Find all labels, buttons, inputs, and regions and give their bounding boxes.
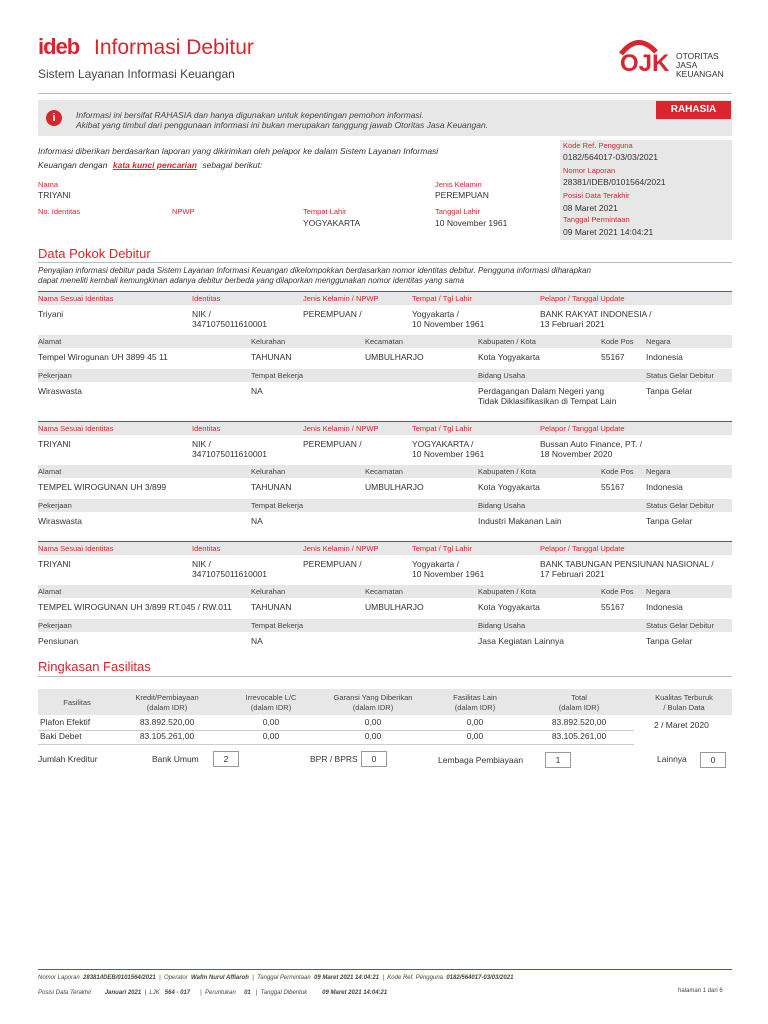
record-label-kel: Kelurahan [251,337,286,346]
record-label-gelar: Status Gelar Debitur [646,621,714,630]
page-subtitle: Sistem Layanan Informasi Keuangan [38,67,235,81]
record-pelapor: BANK RAKYAT INDONESIA / [540,309,652,319]
jumlah-kreditur-label: Jumlah Kreditur [38,754,98,764]
kualitas-terburuk: 2 / Maret 2020 [654,720,709,730]
record-gelar: Tanpa Gelar [646,386,693,396]
record-pelapor: Bussan Auto Finance, PT. / [540,439,643,449]
record-label-bidang: Bidang Usaha [478,371,526,380]
record-gelar: Tanpa Gelar [646,636,693,646]
record-label-jk: Jenis Kelamin / NPWP [303,424,379,433]
record-label-kec: Kecamatan [365,587,403,596]
record-tgl-lahir: 10 November 1961 [412,569,485,579]
record-alamat: TEMPEL WIROGUNAN UH 3/899 [38,482,167,492]
query-tgl-label: Tanggal Lahir [435,207,481,216]
fasilitas-cell: 83.105.261,00 [139,731,195,741]
record-tempat-lahir: Yogyakarta / [412,559,459,569]
record-label-kec: Kecamatan [365,467,403,476]
record-tgl-lahir: 10 November 1961 [412,449,485,459]
fasilitas-cell: 0,00 [364,717,382,727]
lembaga-label: Lembaga Pembiayaan [438,755,524,765]
record-label-jk: Jenis Kelamin / NPWP [303,294,379,303]
record-label-bidang: Bidang Usaha [478,501,526,510]
record-label-id: Identitas [192,294,221,303]
record-pos: 55167 [601,352,625,362]
ojk-line-3: KEUANGAN [676,69,724,79]
record-label-kerja: Pekerjaan [38,501,72,510]
record-alamat: TEMPEL WIROGUNAN UH 3/899 RT.045 / RW.011 [38,602,232,612]
page-number: halaman 1 dari 6 [678,988,723,994]
fasilitas-header-1: Kredit/Pembiayaan [135,693,199,702]
record-pos: 55167 [601,482,625,492]
record-update: 18 November 2020 [540,449,613,459]
fasilitas-header-3: Garansi Yang Diberikan [333,693,413,702]
record-label-tempat: Tempat Bekerja [251,621,304,630]
record-id-number: 3471075011610001 [192,449,268,459]
fasilitas-header-2: Irrevocable L/C [245,693,297,702]
record-kab: Kota Yogyakarta [478,602,540,612]
record-label-kab: Kabupaten / Kota [478,467,536,476]
record-label-kab: Kabupaten / Kota [478,337,536,346]
meta-tgl: 09 Maret 2021 14:04:21 [563,227,654,237]
record-label-ttl: Tempat / Tgl Lahir [412,424,472,433]
query-tempat-label: Tempat Lahir [303,207,347,216]
fasilitas-row-line [38,744,634,745]
notice-line-2: Akibat yang timbul dari penggunaan informasi ini bukan merupakan tanggung jawab Otoritas Jasa Keuangan. [76,120,489,130]
record-id-header [38,422,732,435]
fasilitas-cell: 0,00 [262,717,280,727]
record-pekerjaan: Wiraswasta [38,516,82,526]
ojk-logo [616,36,736,82]
meta-posisi-label: Posisi Data Terakhir [563,191,630,200]
ojk-line-2: JASA [676,60,698,70]
record-label-gelar: Status Gelar Debitur [646,371,714,380]
record-neg: Indonesia [646,602,683,612]
record-nama: TRIYANI [38,559,71,569]
record-pelapor: BANK TABUNGAN PENSIUNAN NASIONAL / [540,559,714,569]
query-npwp-label: NPWP [172,207,195,216]
record-work-header [38,499,732,512]
fasilitas-header-6: Kualitas Terburuk [655,693,713,702]
lembaga-count: 1 [545,752,571,768]
record-label-tempat: Tempat Bekerja [251,501,304,510]
fasilitas-cell: Plafon Efektif [40,717,91,727]
record-label-kab: Kabupaten / Kota [478,587,536,596]
fasilitas-cell: 83.892.520,00 [139,717,195,727]
ojk-line-1: OTORITAS [676,51,719,61]
record-label-jk: Jenis Kelamin / NPWP [303,544,379,553]
record-label-kel: Kelurahan [251,587,286,596]
record-label-alamat: Alamat [38,467,62,476]
record-gelar: Tanpa Gelar [646,516,693,526]
fasilitas-cell: 83.105.261,00 [551,731,607,741]
meta-nomor-label: Nomor Laporan [563,166,616,175]
footer-divider [38,969,732,970]
query-tempat: YOGYAKARTA [303,218,361,228]
record-pos: 55167 [601,602,625,612]
record-update: 13 Februari 2021 [540,319,605,329]
record-label-neg: Negara [646,587,671,596]
record-label-pos: Kode Pos [601,467,634,476]
meta-kode-label: Kode Ref. Pengguna [563,141,633,150]
record-label-pelapor: Pelapor / Tanggal Update [540,294,625,303]
record-id-type: NIK / [192,309,211,319]
section-title-fasilitas: Ringkasan Fasilitas [38,659,151,674]
record-bidang-usaha: Industri Makanan Lain [478,516,562,526]
record-tempat-bekerja: NA [251,386,263,396]
record-bidang-usaha-2: Tidak Diklasifikasikan di Tempat Lain [478,396,617,406]
record-tempat-bekerja: NA [251,636,263,646]
bpr-label: BPR / BPRS [310,754,358,764]
record-work-header [38,619,732,632]
pokok-desc-1: Penyajian informasi debitur pada Sistem Layanan Informasi Keuangan dikelompokkan berdasarkan nomor identitas debitur. Pengguna informasi diharapkan [38,266,591,275]
record-tempat-lahir: YOGYAKARTA / [412,439,474,449]
record-pekerjaan: Wiraswasta [38,386,82,396]
intro-line-2: Keuangan dengan kata kunci pencarian sebagai berikut: [38,160,263,170]
record-label-nama: Nama Sesuai Identitas [38,544,114,553]
footer-row-1: Nomor Laporan 28381/IDEB/0101564/2021 | Operator Wafin Nurul Affiaroh | Tanggal Permintaan 09 Maret 2021 14:04:21 | Kode Ref. Pengguna 0182/564017-03/03/2021 [38,975,514,981]
record-label-id: Identitas [192,544,221,553]
record-kec: UMBULHARJO [365,352,424,362]
record-neg: Indonesia [646,482,683,492]
intro-line-1: Informasi diberikan berdasarkan laporan yang dikirimkan oleh pelapor ke dalam Sistem Layanan Informasi [38,146,439,156]
record-nama: Triyani [38,309,64,319]
fasilitas-cell: 0,00 [466,731,484,741]
record-label-pelapor: Pelapor / Tanggal Update [540,424,625,433]
lainnya-label: Lainnya [657,754,687,764]
pokok-title-divider [38,262,732,263]
record-id-header [38,542,732,555]
section-title-pokok: Data Pokok Debitur [38,246,151,261]
record-bidang-usaha: Perdagangan Dalam Negeri yang [478,386,605,396]
record-kel: TAHUNAN [251,352,292,362]
query-nama: TRIYANI [38,190,71,200]
meta-kode: 0182/564017-03/03/2021 [563,152,659,162]
record-label-alamat: Alamat [38,337,62,346]
bank-umum-label: Bank Umum [152,754,199,764]
record-label-bidang: Bidang Usaha [478,621,526,630]
record-label-pos: Kode Pos [601,587,634,596]
keyword-link[interactable]: kata kunci pencarian [112,160,197,170]
record-bidang-usaha: Jasa Kegiatan Lainnya [478,636,565,646]
record-jk: PEREMPUAN / [303,559,362,569]
record-kab: Kota Yogyakarta [478,482,540,492]
notice-line-1: Informasi ini bersifat RAHASIA dan hanya digunakan untuk kepentingan pemohon informasi. [76,110,424,120]
record-label-alamat: Alamat [38,587,62,596]
record-label-nama: Nama Sesuai Identitas [38,294,114,303]
meta-nomor: 28381/IDEB/0101564/2021 [563,177,666,187]
bpr-count: 0 [361,751,387,767]
record-label-kec: Kecamatan [365,337,403,346]
record-label-kerja: Pekerjaan [38,371,72,380]
fasilitas-header-sub-5: (dalam IDR) [558,703,600,712]
rahasia-badge: RAHASIA [656,101,731,119]
record-tgl-lahir: 10 November 1961 [412,319,485,329]
record-label-pos: Kode Pos [601,337,634,346]
record-id-number: 3471075011610001 [192,569,268,579]
record-work-header [38,369,732,382]
fasilitas-header-5: Total [571,693,587,702]
footer-row-2: Posisi Data Terakhir Januari 2021 | LJK 564 - 017 | Peruntukan 01 | Tanggal Dibentuk 09 Maret 2021 14:04:21 [38,990,388,996]
record-id-type: NIK / [192,559,211,569]
record-id-number: 3471075011610001 [192,319,268,329]
record-alamat: Tempel Wirogunan UH 3899 45 11 [38,352,168,362]
record-label-tempat: Tempat Bekerja [251,371,304,380]
record-label-neg: Negara [646,337,671,346]
record-label-neg: Negara [646,467,671,476]
fasilitas-header-sub-4: (dalam IDR) [454,703,496,712]
fasilitas-header-4: Fasilitas Lain [453,693,497,702]
record-kel: TAHUNAN [251,482,292,492]
record-kec: UMBULHARJO [365,602,424,612]
record-id-type: NIK / [192,439,211,449]
record-label-pelapor: Pelapor / Tanggal Update [540,544,625,553]
ideb-logo: ideb [38,34,80,59]
lainnya-count: 0 [700,752,726,768]
record-tempat-bekerja: NA [251,516,263,526]
query-tgl: 10 November 1961 [435,218,508,228]
fasilitas-header-0: Fasilitas [63,698,91,707]
query-jk-label: Jenis Kelamin [435,180,482,189]
record-nama: TRIYANI [38,439,71,449]
query-jk: PEREMPUAN [435,190,489,200]
header-divider [38,93,732,94]
fasilitas-header-sub-3: (dalam IDR) [352,703,394,712]
fasilitas-cell: 0,00 [466,717,484,727]
page-title: Informasi Debitur [94,36,254,59]
info-icon: i [46,110,62,126]
record-update: 17 Februari 2021 [540,569,605,579]
record-label-nama: Nama Sesuai Identitas [38,424,114,433]
record-jk: PEREMPUAN / [303,439,362,449]
record-jk: PEREMPUAN / [303,309,362,319]
pokok-desc-2: dapat meneliti kembali kemungkinan adanya debitur berbeda yang dilaporkan menggunakan nomor identitas yang sama [38,276,465,285]
query-noid-label: No. Identitas [38,207,81,216]
fasilitas-cell: 0,00 [364,731,382,741]
record-label-id: Identitas [192,424,221,433]
fasilitas-title-divider [38,676,732,677]
record-label-kerja: Pekerjaan [38,621,72,630]
record-neg: Indonesia [646,352,683,362]
fasilitas-cell: 0,00 [262,731,280,741]
record-kel: TAHUNAN [251,602,292,612]
meta-tgl-label: Tanggal Permintaan [563,215,630,224]
fasilitas-header-sub-2: (dalam IDR) [250,703,292,712]
fasilitas-cell: 83.892.520,00 [551,717,607,727]
fasilitas-header-sub-6: / Bulan Data [663,703,705,712]
fasilitas-header-sub-1: (dalam IDR) [146,703,188,712]
record-pekerjaan: Pensiunan [38,636,79,646]
fasilitas-cell: Baki Debet [40,731,82,741]
record-label-ttl: Tempat / Tgl Lahir [412,544,472,553]
record-label-gelar: Status Gelar Debitur [646,501,714,510]
record-tempat-lahir: Yogyakarta / [412,309,459,319]
record-id-header [38,292,732,305]
query-nama-label: Nama [38,180,59,189]
record-kec: UMBULHARJO [365,482,424,492]
bank-umum-count: 2 [213,751,239,767]
record-label-kel: Kelurahan [251,467,286,476]
record-label-ttl: Tempat / Tgl Lahir [412,294,472,303]
ojk-mark: OJK [620,50,670,77]
record-kab: Kota Yogyakarta [478,352,540,362]
meta-posisi: 08 Maret 2021 [563,203,618,213]
